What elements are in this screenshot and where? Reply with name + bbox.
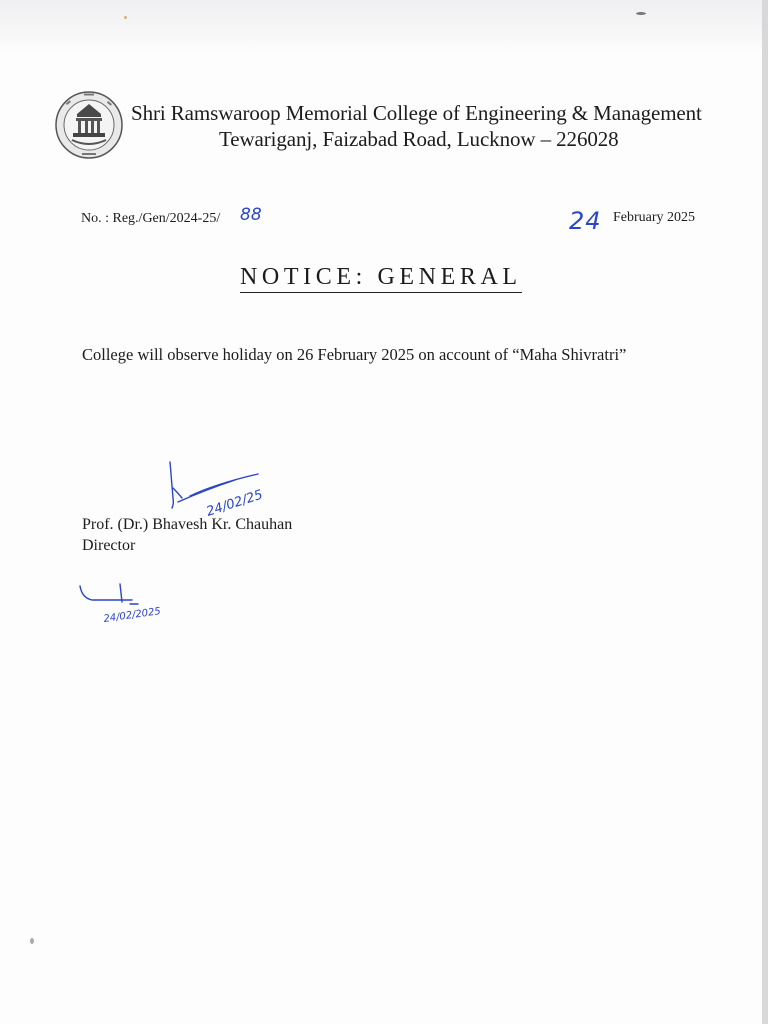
institution-name: Shri Ramswaroop Memorial College of Engineering & Management: [131, 101, 702, 125]
scan-smudge: [30, 938, 34, 944]
handwritten-date-day: 24: [569, 207, 602, 235]
scan-right-edge: [762, 0, 768, 1024]
signatory-title: Director: [82, 537, 136, 554]
scan-smudge: [636, 12, 646, 15]
signatory-name: Prof. (Dr.) Bhavesh Kr. Chauhan: [82, 516, 293, 533]
scan-smudge: [124, 16, 127, 19]
scan-top-shadow: [0, 0, 768, 52]
handwritten-reference-number: 88: [240, 205, 262, 225]
handwritten-initials: [72, 580, 202, 630]
institution-address: Tewariganj, Faizabad Road, Lucknow – 226028: [219, 127, 619, 151]
signature-date: 24/02/25: [204, 487, 265, 520]
printed-date-month-year: February 2025: [613, 210, 696, 225]
reference-number-label: No. : Reg./Gen/2024-25/: [81, 211, 221, 226]
notice-body: College will observe holiday on 26 February 2025 on account of “Maha Shivratri”: [82, 345, 627, 364]
initials-date: 24/02/2025: [102, 606, 162, 625]
notice-title: NOTICE: GENERAL: [240, 263, 522, 293]
college-seal-logo: [54, 90, 124, 160]
